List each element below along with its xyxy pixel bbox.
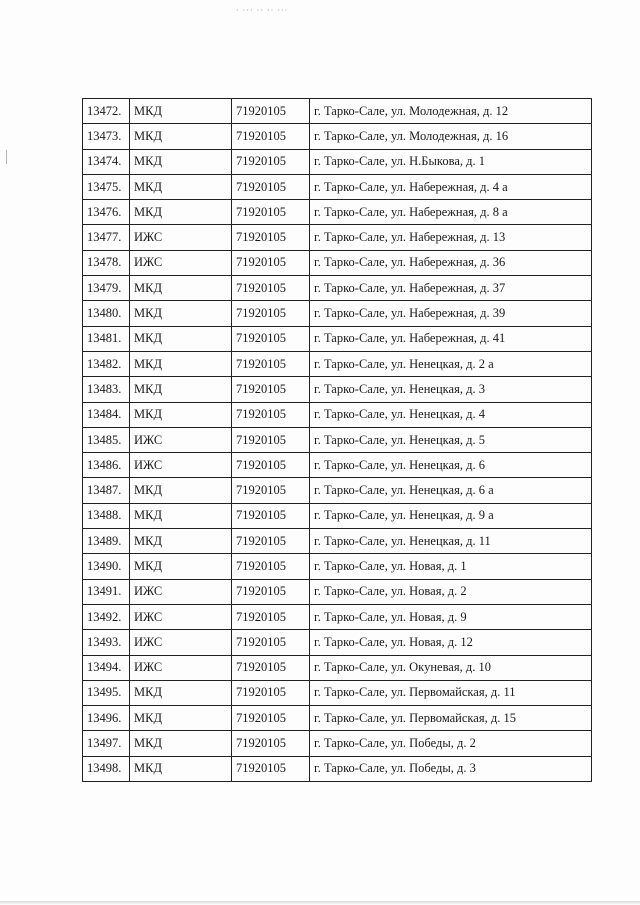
oktmo-code-cell: 71920105 — [232, 529, 310, 554]
oktmo-code-cell: 71920105 — [232, 377, 310, 402]
oktmo-code-cell: 71920105 — [232, 503, 310, 528]
oktmo-code-cell: 71920105 — [232, 756, 310, 781]
row-number-cell: 13472. — [83, 99, 130, 124]
building-type-cell: ИЖС — [130, 250, 232, 275]
building-type-cell: МКД — [130, 402, 232, 427]
row-number-cell: 13495. — [83, 680, 130, 705]
oktmo-code-cell: 71920105 — [232, 604, 310, 629]
row-number-cell: 13483. — [83, 377, 130, 402]
table-row — [83, 554, 592, 579]
table-row — [83, 250, 592, 275]
address-cell: г. Тарко-Сале, ул. Набережная, д. 39 — [310, 301, 592, 326]
row-number-cell: 13475. — [83, 174, 130, 199]
building-type-cell: МКД — [130, 478, 232, 503]
row-number-cell: 13494. — [83, 655, 130, 680]
building-type-cell: МКД — [130, 529, 232, 554]
row-number-cell: 13479. — [83, 276, 130, 301]
address-cell: г. Тарко-Сале, ул. Окуневая, д. 10 — [310, 655, 592, 680]
row-number-cell: 13476. — [83, 200, 130, 225]
address-cell: г. Тарко-Сале, ул. Ненецкая, д. 4 — [310, 402, 592, 427]
oktmo-code-cell: 71920105 — [232, 554, 310, 579]
table-row — [83, 225, 592, 250]
building-type-cell: МКД — [130, 731, 232, 756]
building-type-cell: МКД — [130, 351, 232, 376]
address-cell: г. Тарко-Сале, ул. Ненецкая, д. 3 — [310, 377, 592, 402]
row-number-cell: 13477. — [83, 225, 130, 250]
row-number-cell: 13489. — [83, 529, 130, 554]
address-cell: г. Тарко-Сале, ул. Набережная, д. 41 — [310, 326, 592, 351]
building-type-cell: МКД — [130, 99, 232, 124]
table-row — [83, 503, 592, 528]
oktmo-code-cell: 71920105 — [232, 427, 310, 452]
table-row — [83, 706, 592, 731]
table-row — [83, 377, 592, 402]
row-number-cell: 13482. — [83, 351, 130, 376]
table-row — [83, 301, 592, 326]
building-type-cell: МКД — [130, 706, 232, 731]
table-row — [83, 124, 592, 149]
oktmo-code-cell: 71920105 — [232, 276, 310, 301]
oktmo-code-cell: 71920105 — [232, 706, 310, 731]
table-row — [83, 756, 592, 781]
address-cell: г. Тарко-Сале, ул. Первомайская, д. 11 — [310, 680, 592, 705]
registry-table-body — [83, 99, 592, 782]
address-cell: г. Тарко-Сале, ул. Новая, д. 12 — [310, 630, 592, 655]
building-type-cell: МКД — [130, 554, 232, 579]
oktmo-code-cell: 71920105 — [232, 250, 310, 275]
row-number-cell: 13480. — [83, 301, 130, 326]
row-number-cell: 13478. — [83, 250, 130, 275]
table-row — [83, 604, 592, 629]
address-cell: г. Тарко-Сале, ул. Набережная, д. 4 а — [310, 174, 592, 199]
table-row — [83, 731, 592, 756]
oktmo-code-cell: 71920105 — [232, 655, 310, 680]
address-cell: г. Тарко-Сале, ул. Набережная, д. 13 — [310, 225, 592, 250]
row-number-cell: 13487. — [83, 478, 130, 503]
address-cell: г. Тарко-Сале, ул. Ненецкая, д. 2 а — [310, 351, 592, 376]
oktmo-code-cell: 71920105 — [232, 200, 310, 225]
row-number-cell: 13488. — [83, 503, 130, 528]
building-type-cell: МКД — [130, 200, 232, 225]
scan-edge-mark — [6, 150, 7, 164]
address-cell: г. Тарко-Сале, ул. Ненецкая, д. 5 — [310, 427, 592, 452]
oktmo-code-cell: 71920105 — [232, 225, 310, 250]
building-type-cell: ИЖС — [130, 655, 232, 680]
table-row — [83, 276, 592, 301]
building-type-cell: ИЖС — [130, 579, 232, 604]
table-row — [83, 200, 592, 225]
address-cell: г. Тарко-Сале, ул. Молодежная, д. 16 — [310, 124, 592, 149]
oktmo-code-cell: 71920105 — [232, 680, 310, 705]
building-type-cell: МКД — [130, 326, 232, 351]
oktmo-code-cell: 71920105 — [232, 478, 310, 503]
row-number-cell: 13498. — [83, 756, 130, 781]
row-number-cell: 13473. — [83, 124, 130, 149]
address-cell: г. Тарко-Сале, ул. Набережная, д. 8 а — [310, 200, 592, 225]
table-row — [83, 630, 592, 655]
building-type-cell: ИЖС — [130, 427, 232, 452]
row-number-cell: 13493. — [83, 630, 130, 655]
oktmo-code-cell: 71920105 — [232, 301, 310, 326]
address-cell: г. Тарко-Сале, ул. Молодежная, д. 12 — [310, 99, 592, 124]
oktmo-code-cell: 71920105 — [232, 99, 310, 124]
building-type-cell: МКД — [130, 503, 232, 528]
address-cell: г. Тарко-Сале, ул. Новая, д. 9 — [310, 604, 592, 629]
address-cell: г. Тарко-Сале, ул. Ненецкая, д. 6 а — [310, 478, 592, 503]
oktmo-code-cell: 71920105 — [232, 124, 310, 149]
building-type-cell: МКД — [130, 276, 232, 301]
oktmo-code-cell: 71920105 — [232, 149, 310, 174]
building-type-cell: МКД — [130, 377, 232, 402]
row-number-cell: 13481. — [83, 326, 130, 351]
scan-bottom-edge — [0, 901, 640, 905]
building-type-cell: ИЖС — [130, 604, 232, 629]
table-row — [83, 453, 592, 478]
row-number-cell: 13490. — [83, 554, 130, 579]
address-cell: г. Тарко-Сале, ул. Ненецкая, д. 6 — [310, 453, 592, 478]
row-number-cell: 13496. — [83, 706, 130, 731]
table-row — [83, 99, 592, 124]
address-cell: г. Тарко-Сале, ул. Набережная, д. 36 — [310, 250, 592, 275]
address-cell: г. Тарко-Сале, ул. Ненецкая, д. 9 а — [310, 503, 592, 528]
address-cell: г. Тарко-Сале, ул. Первомайская, д. 15 — [310, 706, 592, 731]
table-row — [83, 655, 592, 680]
building-type-cell: МКД — [130, 174, 232, 199]
building-type-cell: МКД — [130, 756, 232, 781]
table-row — [83, 680, 592, 705]
table-row — [83, 402, 592, 427]
building-type-cell: МКД — [130, 124, 232, 149]
table-row — [83, 326, 592, 351]
oktmo-code-cell: 71920105 — [232, 579, 310, 604]
table-row — [83, 529, 592, 554]
row-number-cell: 13492. — [83, 604, 130, 629]
building-type-cell: МКД — [130, 680, 232, 705]
oktmo-code-cell: 71920105 — [232, 351, 310, 376]
building-type-cell: ИЖС — [130, 630, 232, 655]
table-row — [83, 174, 592, 199]
oktmo-code-cell: 71920105 — [232, 731, 310, 756]
row-number-cell: 13491. — [83, 579, 130, 604]
table-row — [83, 149, 592, 174]
oktmo-code-cell: 71920105 — [232, 326, 310, 351]
address-cell: г. Тарко-Сале, ул. Ненецкая, д. 11 — [310, 529, 592, 554]
address-cell: г. Тарко-Сале, ул. Новая, д. 1 — [310, 554, 592, 579]
address-registry-table — [82, 98, 592, 782]
address-cell: г. Тарко-Сале, ул. Победы, д. 3 — [310, 756, 592, 781]
table-row — [83, 351, 592, 376]
oktmo-code-cell: 71920105 — [232, 402, 310, 427]
row-number-cell: 13474. — [83, 149, 130, 174]
oktmo-code-cell: 71920105 — [232, 174, 310, 199]
building-type-cell: ИЖС — [130, 453, 232, 478]
table-row — [83, 478, 592, 503]
oktmo-code-cell: 71920105 — [232, 630, 310, 655]
table-row — [83, 579, 592, 604]
oktmo-code-cell: 71920105 — [232, 453, 310, 478]
row-number-cell: 13485. — [83, 427, 130, 452]
address-cell: г. Тарко-Сале, ул. Н.Быкова, д. 1 — [310, 149, 592, 174]
building-type-cell: МКД — [130, 301, 232, 326]
table-row — [83, 427, 592, 452]
scan-header-mark: · ··· ·· ·· ··· — [236, 6, 289, 15]
building-type-cell: ИЖС — [130, 225, 232, 250]
address-cell: г. Тарко-Сале, ул. Набережная, д. 37 — [310, 276, 592, 301]
building-type-cell: МКД — [130, 149, 232, 174]
address-cell: г. Тарко-Сале, ул. Новая, д. 2 — [310, 579, 592, 604]
row-number-cell: 13484. — [83, 402, 130, 427]
row-number-cell: 13486. — [83, 453, 130, 478]
address-cell: г. Тарко-Сале, ул. Победы, д. 2 — [310, 731, 592, 756]
row-number-cell: 13497. — [83, 731, 130, 756]
